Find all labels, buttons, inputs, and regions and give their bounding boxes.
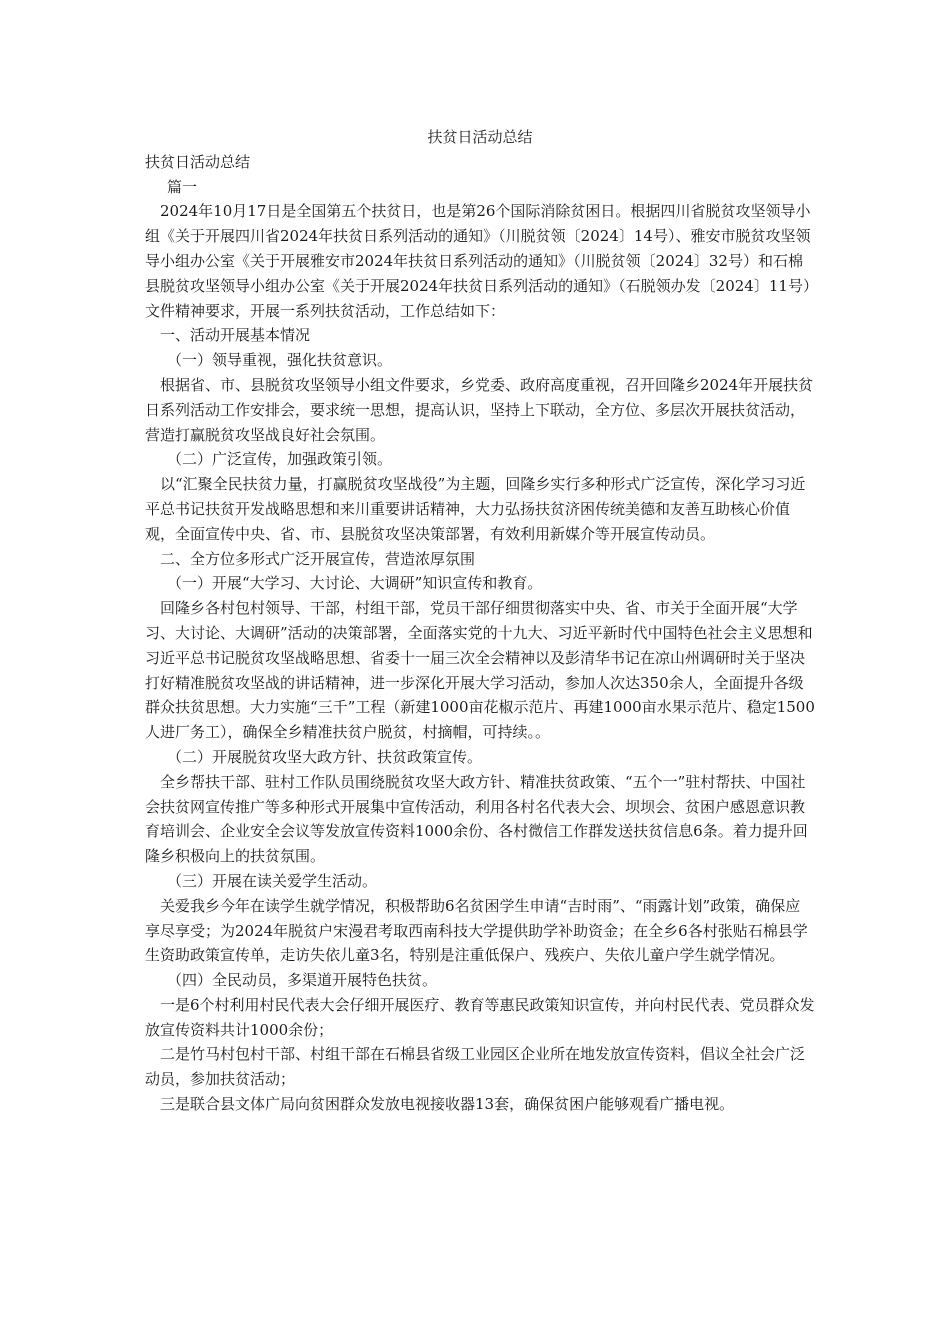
subsection-heading: （二）广泛宣传，加强政策引领。 [167,450,393,469]
body-paragraph: 2024年10月17日是全国第五个扶贫日，也是第26个国际消除贫困日。根据四川省脱贫攻坚领导小组《关于开展四川省2024年扶贫日系列活动的通知》（川脱贫领〔2024〕14号）、雅安市脱贫攻坚领导小组办公室《关于开展雅安市2024年扶贫日系列活动的通知》（川脱贫领〔2024〕32号）和石棉县脱贫攻坚领导小组办公室《关于开展2024年扶贫日系列活动的通知》（石脱领办发〔2024〕11号）文件精神要求，开展一系列扶贫活动，工作总结如下： [145,202,811,320]
body-paragraph: 根据省、市、县脱贫攻坚领导小组文件要求，乡党委、政府高度重视，召开回隆乡2024年开展扶贫日系列活动工作安排会，要求统一思想，提高认识，坚持上下联动，全方位、多层次开展扶贫活动，营造打赢脱贫攻坚战良好社会氛围。 [145,375,814,444]
body-paragraph: 二是竹马村包村干部、村组干部在石棉县省级工业园区企业所在地发放宣传资料，倡议全社会广泛动员，参加扶贫活动； [145,1045,806,1089]
document-subtitle: 扶贫日活动总结 [145,152,251,171]
subsection-heading: （一）领导重视，强化扶贫意识。 [167,351,393,370]
body-paragraph: 一是6个村利用村民代表大会仔细开展医疗、教育等惠民政策知识宣传，并向村民代表、党员群众发放宣传资料共计1000余份； [145,995,815,1039]
document-body [145,199,815,1116]
body-paragraph: 三是联合县文体广局向贫困群众发放电视接收器13套，确保贫困户能够观看广播电视。 [160,1095,735,1114]
part-label: 篇一 [167,177,198,196]
section-heading: 二、全方位多形式广泛开展宣传，营造浓厚氛围 [160,549,476,568]
subsection-heading: （一）开展“大学习、大讨论、大调研”知识宣传和教育。 [167,574,543,593]
document-page [145,125,815,1117]
body-paragraph: 关爱我乡今年在读学生就学情况，积极帮助6名贫困学生申请“吉时雨”、“雨露计划”政策，确保应享尽享受；为2024年脱贫户宋漫君考取西南科技大学提供助学补助资金；在全乡6各村张贴石棉县学生资助政策宣传单，走访失依儿童3名，特别是注重低保户、残疾户、失依儿童户学生就学情况。 [145,896,808,965]
body-paragraph: 回隆乡各村包村领导、干部，村组干部，党员干部仔细贯彻落实中央、省、市关于全面开展“大学习、大讨论、大调研”活动的决策部署，全面落实党的十九大、习近平新时代中国特色社会主义思想和习近平总书记脱贫攻坚战略思想、省委十一届三次全会精神以及彭清华书记在凉山州调研时关于坚决打好精准脱贫攻坚战的讲话精神，进一步深化开展大学习活动，参加人次达350余人，全面提升各级群众扶贫思想。大力实施“三千”工程（新建1000亩花椒示范片、再建1000亩水果示范片、稳定1500人进厂务工），确保全乡精准扶贫户脱贫，村摘帽，可持续。。 [145,599,815,742]
subsection-heading: （三）开展在读关爱学生活动。 [167,871,378,890]
subsection-heading: （四）全民动员，多渠道开展特色扶贫。 [167,971,438,990]
subsection-heading: （二）开展脱贫攻坚大政方针、扶贫政策宣传。 [167,747,483,766]
section-heading: 一、活动开展基本情况 [160,326,311,345]
body-paragraph: 以“汇聚全民扶贫力量，打赢脱贫攻坚战役”为主题，回隆乡实行多种形式广泛宣传，深化学习习近平总书记扶贫开发战略思想和来川重要讲话精神，大力弘扬扶贫济困传统美德和友善互助核心价值观，全面宣传中央、省、市、县脱贫攻坚决策部署，有效利用新媒介等开展宣传动员。 [145,475,806,543]
document-title: 扶贫日活动总结 [427,128,533,146]
body-paragraph: 全乡帮扶干部、驻村工作队员围绕脱贫攻坚大政方针、精准扶贫政策、“五个一”驻村帮扶、中国社会扶贫网宣传推广等多种形式开展集中宣传活动，利用各村名代表大会、坝坝会、贫困户感恩意识教育培训会、企业安全会议等发放宣传资料1000余份、各村微信工作群发送扶贫信息6条。着力提升回隆乡积极向上的扶贫氛围。 [145,772,808,866]
